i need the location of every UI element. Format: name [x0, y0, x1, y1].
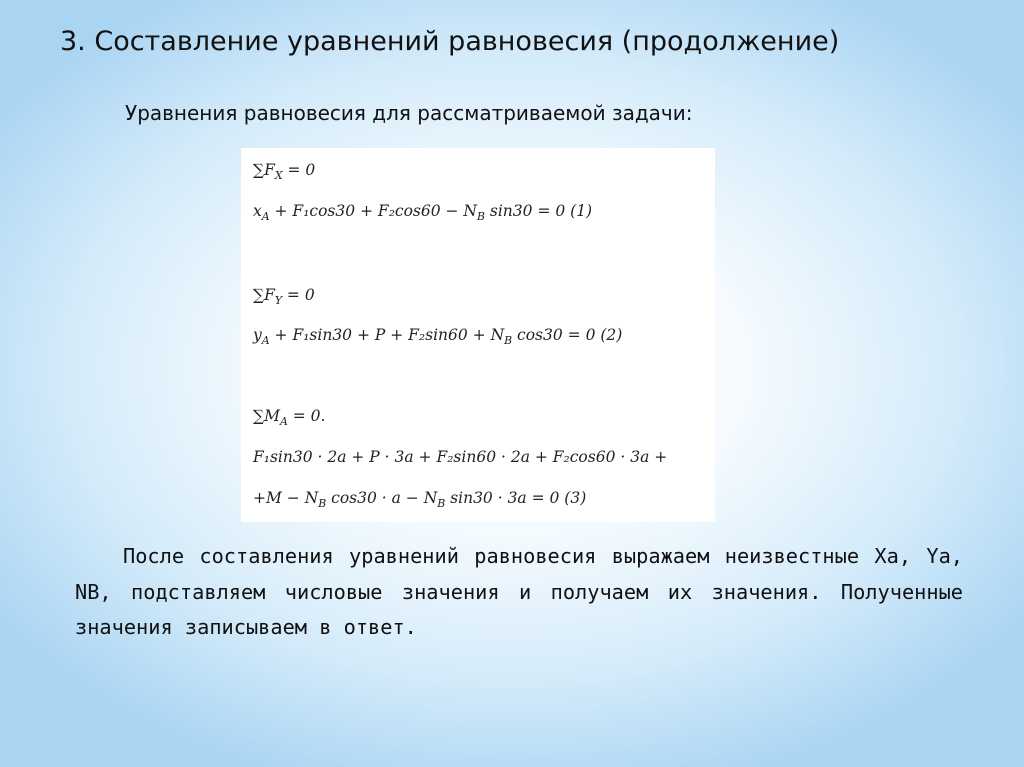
- equation-3-line2: $+M - N_B$ $\cos 30 \cdot a - N_B$ sin30 · 3a = 0 (3): [253, 489, 587, 511]
- equation-2: $y_A + F_1\sin 30 + P + F_2\sin 60 + N_B$ cos30 = 0 (2): [253, 326, 623, 348]
- equation-sum-fy: $\sum F_Y = 0$: [253, 286, 315, 308]
- equation-3-line1: F₁sin30 · 2a + P · 3a + F₂sin60 · 2a + F₂cos60 · 3a +: [253, 448, 668, 466]
- equation-1: $x_A + F_1\cos 30 + F_2\cos 60 - N_B$ sin30 = 0 (1): [253, 202, 593, 224]
- slide-subtitle: Уравнения равновесия для рассматриваемой задачи:: [125, 101, 693, 125]
- equation-sum-fx: $\sum F_X = 0$: [253, 161, 316, 183]
- body-paragraph: После составления уравнений равновесия выражаем неизвестные Xa, Ya, NB, подставляем числовые значения и получаем их значения. Полученные значения записываем в ответ.: [75, 544, 963, 639]
- equation-sum-ma: $\sum M_A = 0$.: [253, 407, 326, 429]
- slide-title: 3. Составление уравнений равновесия (продолжение): [60, 26, 840, 57]
- equations-image: [241, 148, 715, 522]
